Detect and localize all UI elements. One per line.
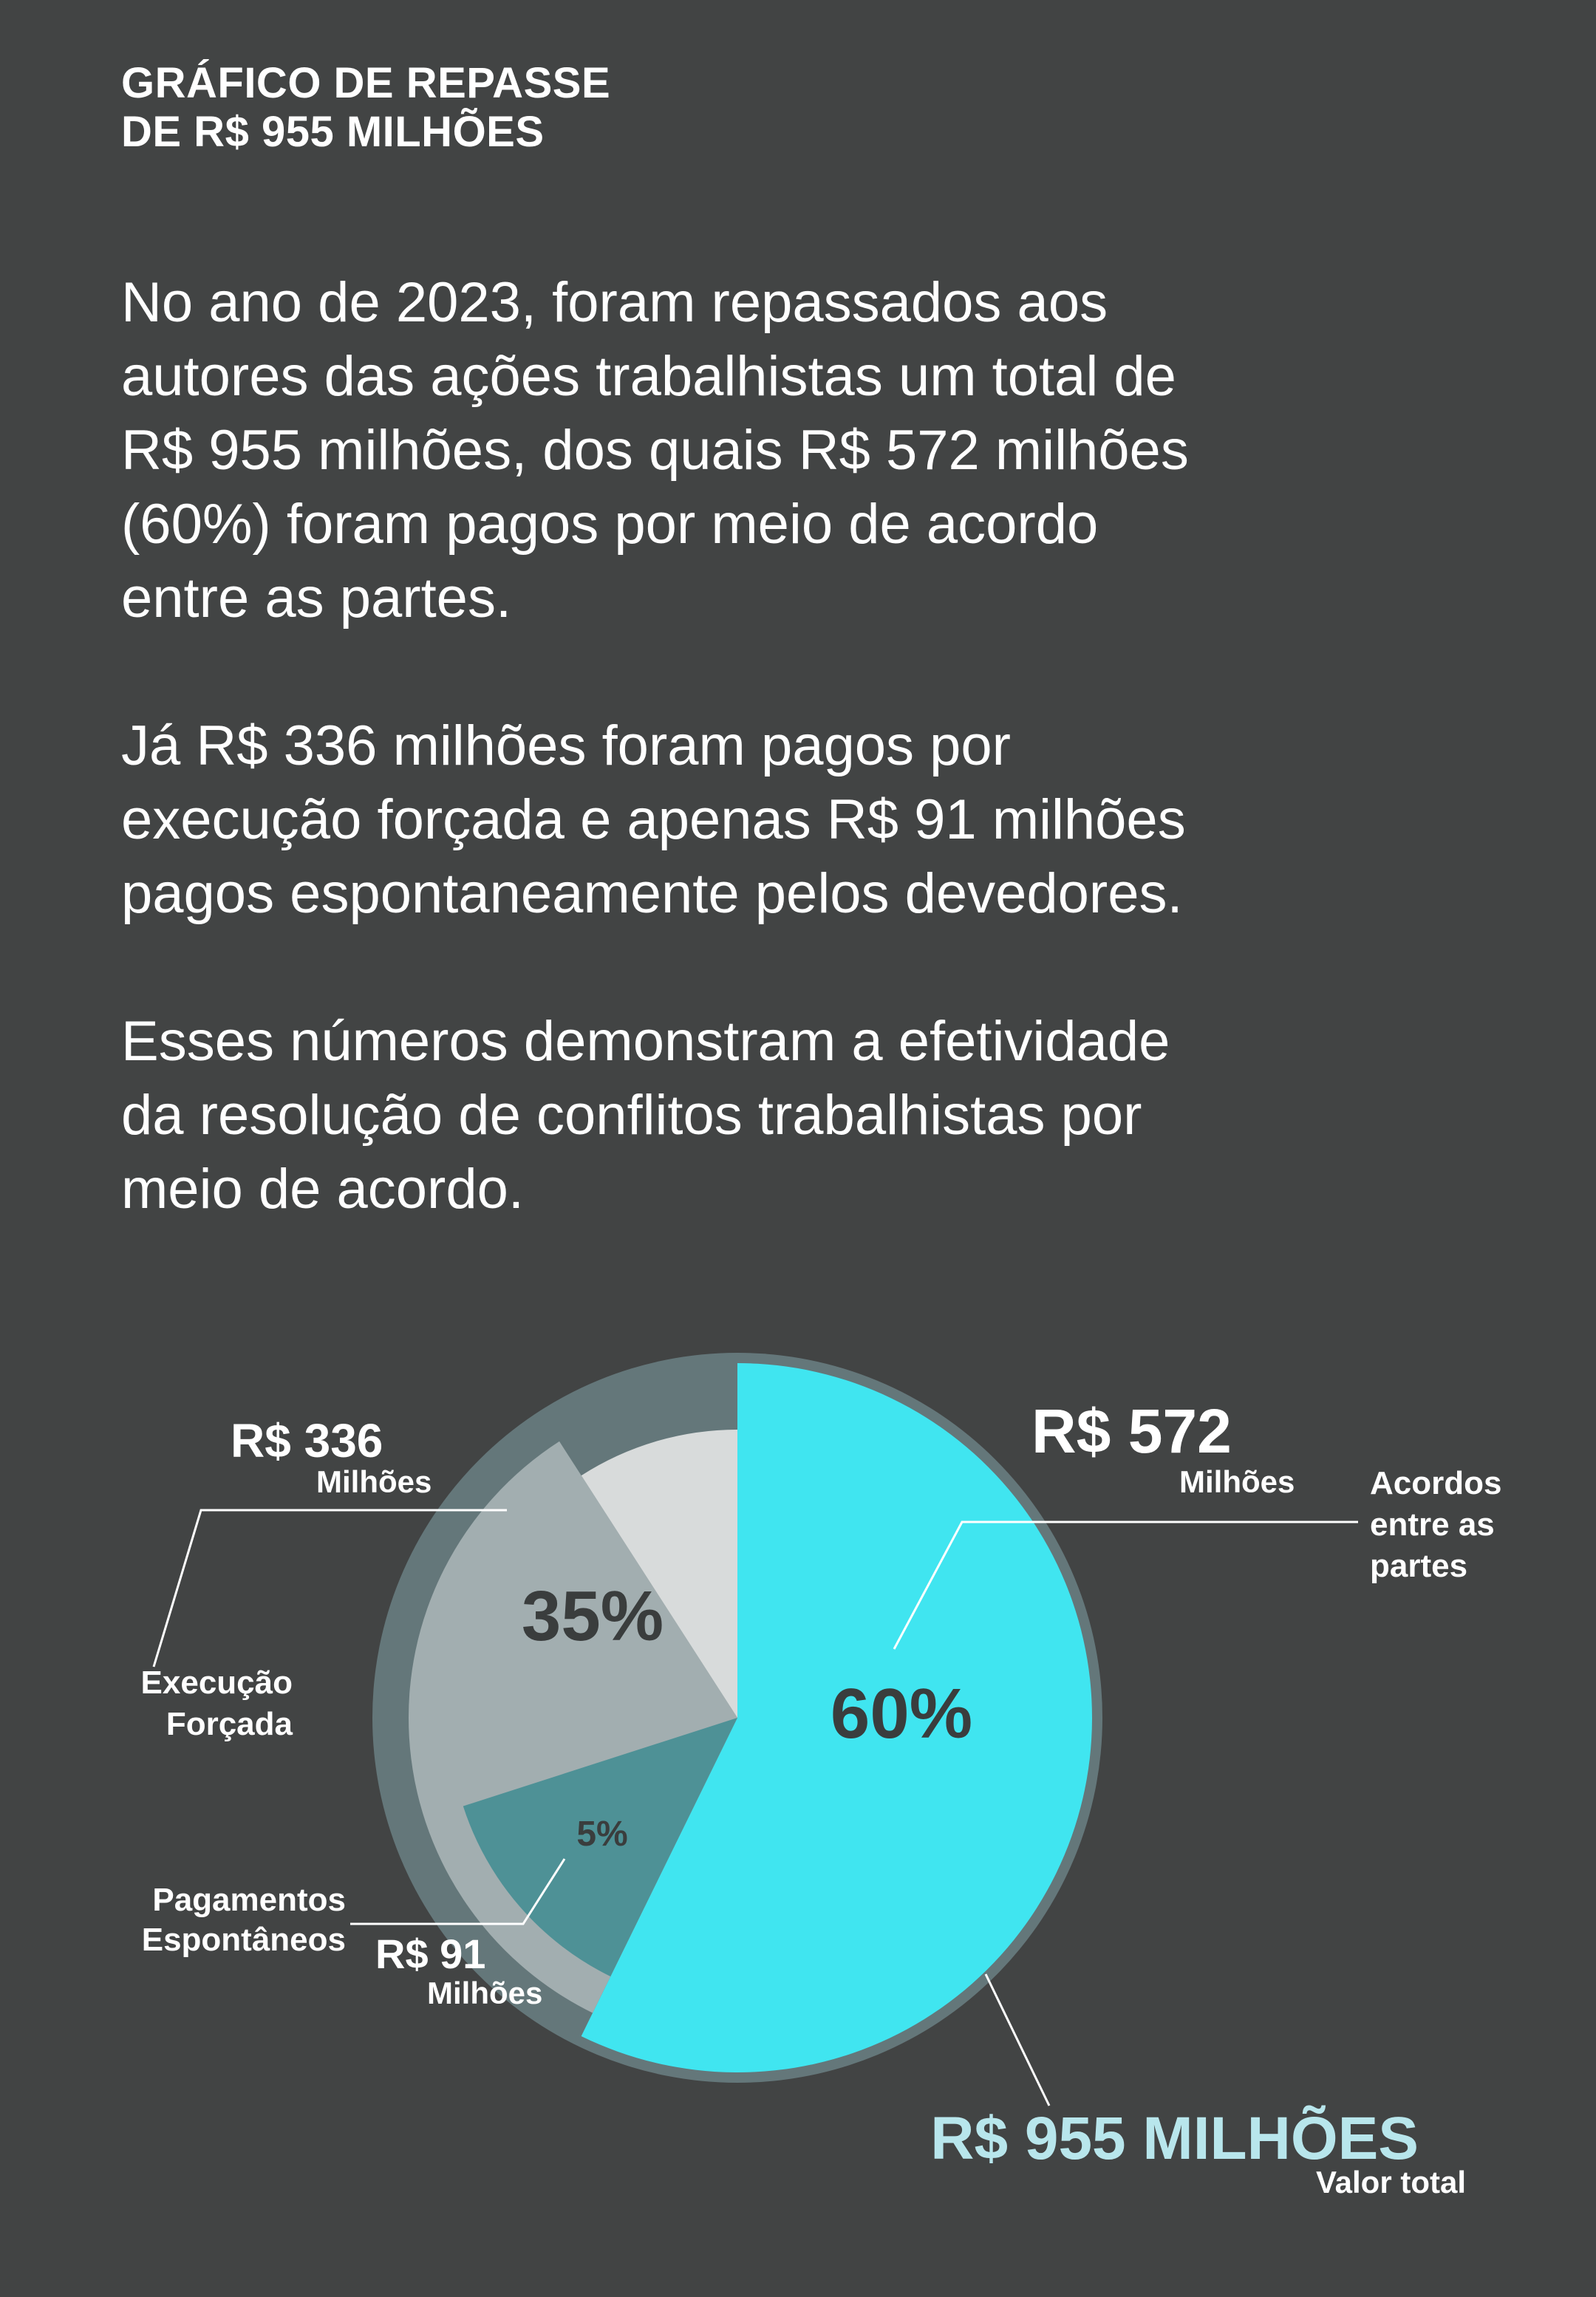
- paragraph-line: da resolução de conflitos trabalhistas por: [121, 1084, 1142, 1147]
- percent-label-pagamentos: 5%: [576, 1815, 628, 1854]
- percent-label-execucao: 35%: [521, 1577, 664, 1656]
- category-label-execucao: Execução: [140, 1665, 293, 1701]
- amount-label-pagamentos: R$ 91: [375, 1931, 486, 1977]
- page-title-line-1: GRÁFICO DE REPASSE: [121, 59, 611, 107]
- total-value-label: R$ 955 MILHÕES: [930, 2105, 1419, 2172]
- amount-label-acordos: R$ 572: [1031, 1396, 1232, 1466]
- paragraph-line: autores das ações trabalhistas um total de: [121, 345, 1176, 408]
- paragraph-line: No ano de 2023, foram repassados aos: [121, 271, 1108, 334]
- paragraph-line: (60%) foram pagos por meio de acordo: [121, 493, 1099, 556]
- unit-label-acordos: Milhões: [1179, 1464, 1295, 1499]
- paragraph-line: Já R$ 336 milhões foram pagos por: [121, 714, 1011, 777]
- page-title-line-2: DE R$ 955 MILHÕES: [121, 107, 545, 156]
- category-label-acordos: partes: [1370, 1548, 1468, 1584]
- paragraph-line: pagos espontaneamente pelos devedores.: [121, 862, 1183, 925]
- paragraph-line: entre as partes.: [121, 567, 512, 629]
- category-label-pagamentos: Espontâneos: [141, 1922, 346, 1958]
- category-label-pagamentos: Pagamentos: [152, 1882, 346, 1918]
- unit-label-execucao: Milhões: [316, 1464, 432, 1499]
- paragraph-line: meio de acordo.: [121, 1158, 524, 1221]
- percent-label-acordos: 60%: [830, 1674, 973, 1753]
- paragraph-line: R$ 955 milhões, dos quais R$ 572 milhões: [121, 419, 1189, 482]
- category-label-acordos: entre as: [1370, 1506, 1495, 1543]
- amount-label-execucao: R$ 336: [231, 1414, 383, 1467]
- category-label-acordos: Acordos: [1370, 1465, 1502, 1501]
- total-sublabel: Valor total: [1315, 2165, 1466, 2199]
- paragraph-line: Esses números demonstram a efetividade: [121, 1010, 1170, 1073]
- category-label-execucao: Forçada: [166, 1706, 293, 1742]
- leader-line-total: [986, 1974, 1049, 2106]
- unit-label-pagamentos: Milhões: [427, 1976, 543, 2010]
- paragraph-line: execução forçada e apenas R$ 91 milhões: [121, 788, 1186, 851]
